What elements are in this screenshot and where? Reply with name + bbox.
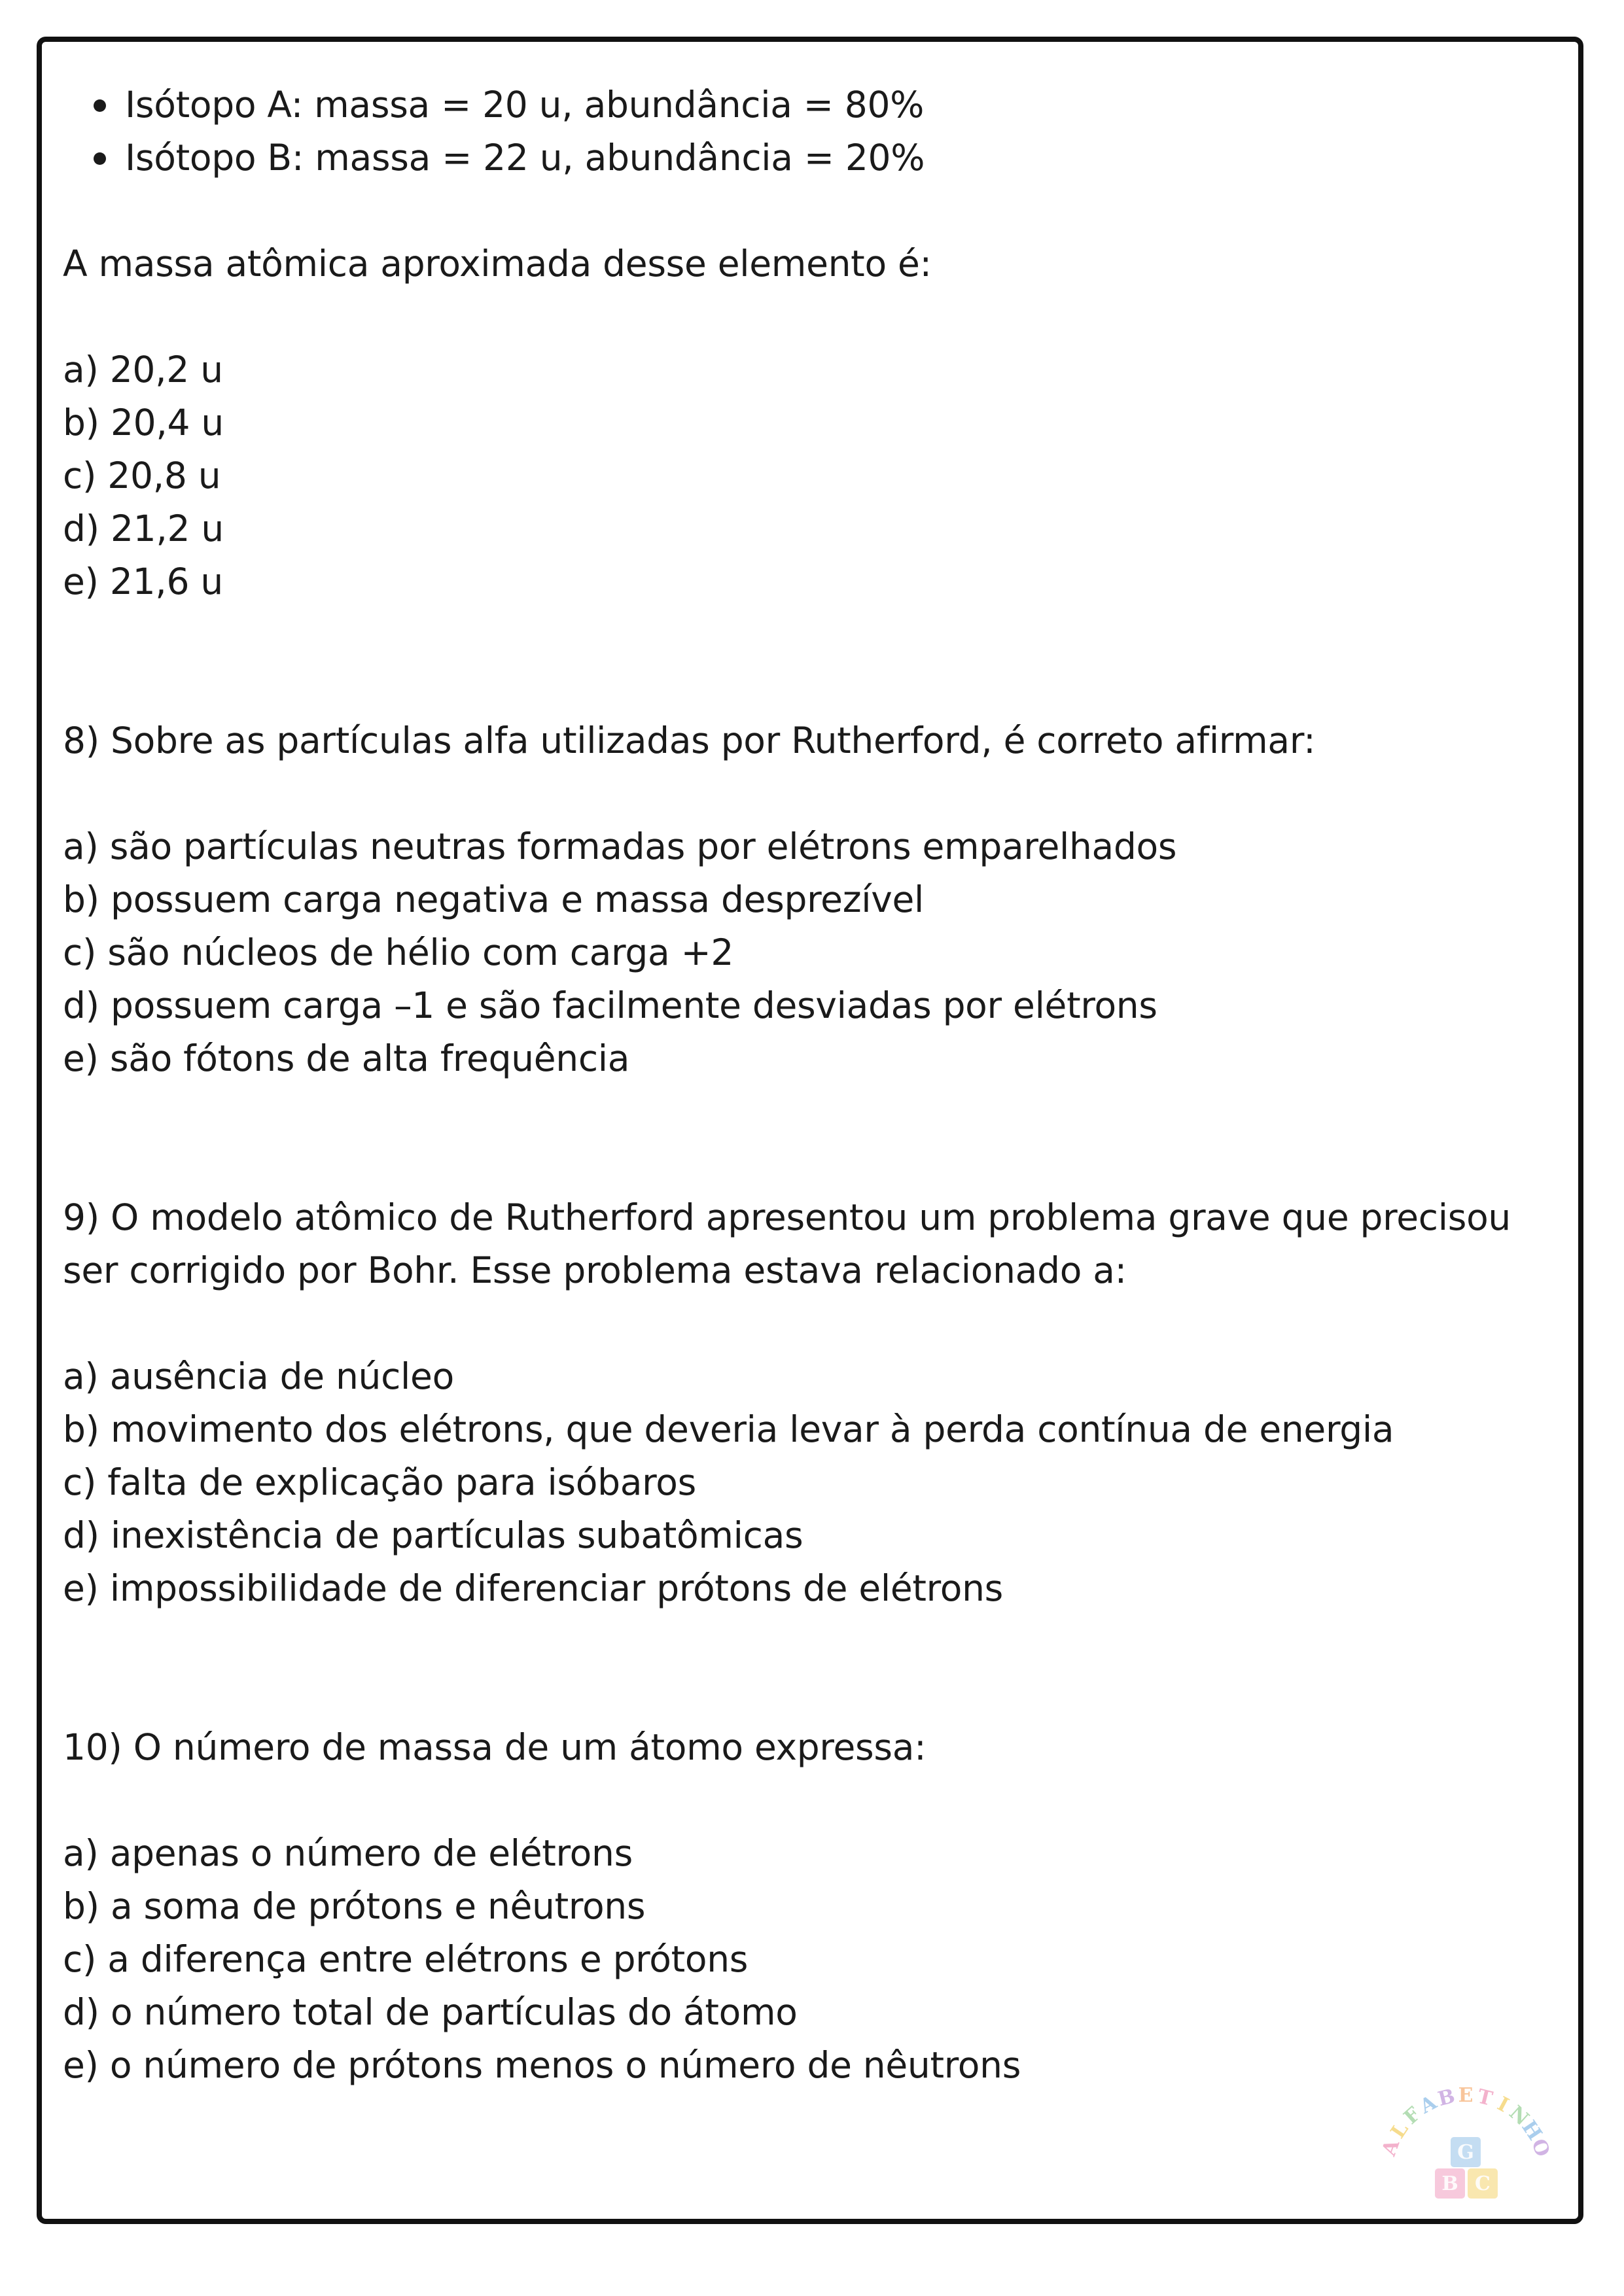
q10-option-c: c) a diferença entre elétrons e prótons [63,1938,749,1980]
svg-text:G: G [1457,2141,1474,2164]
logo-block [1451,2137,1481,2167]
q10-option-e: e) o número de prótons menos o número de nêutrons [63,2044,1021,2086]
q7-option-e: e) 21,6 u [63,561,223,602]
logo-blocks [1435,2137,1498,2199]
logo-letter: I [1493,2092,1513,2117]
svg-text:C: C [1475,2172,1491,2195]
logo-letter: T [1475,2085,1495,2111]
logo-block [1435,2168,1465,2199]
logo-letter: F [1400,2102,1426,2129]
q9-option-a: a) ausência de núcleo [63,1355,454,1397]
logo-letter: L [1386,2118,1413,2143]
worksheet-content [63,78,1548,2092]
q7-option-a: a) 20,2 u [63,349,223,391]
q9-option-e: e) impossibilidade de diferenciar prótons de elétrons [63,1567,1004,1609]
q9-option-c: c) falta de explicação para isóbaros [63,1461,696,1503]
q8-option-e: e) são fótons de alta frequência [63,1037,630,1079]
logo-letter: N [1504,2101,1534,2131]
logo-letter: B [1436,2085,1458,2112]
q7-option-b: b) 20,4 u [63,402,224,444]
alfabetinho-logo [1358,2077,1574,2208]
q10-option-a: a) apenas o número de elétrons [63,1832,633,1874]
isotope-list [63,78,1548,184]
logo-letter: H [1517,2116,1547,2145]
question-10-stem: 10) O número de massa de um átomo expressa: [63,1726,927,1768]
question-7-stem: A massa atômica aproximada desse elemento é: [63,243,932,285]
logo-letter: E [1458,2084,1474,2107]
q9-option-d: d) inexistência de partículas subatômicas [63,1514,803,1556]
logo-letter: A [1377,2136,1405,2159]
q8-option-a: a) são partículas neutras formadas por elétrons emparelhados [63,826,1177,867]
logo-letter: A [1416,2091,1441,2119]
q8-option-c: c) são núcleos de hélio com carga +2 [63,931,734,973]
q10-option-d: d) o número total de partículas do átomo [63,1991,798,2033]
isotope-b: Isótopo B: massa = 22 u, abundância = 20% [125,131,1548,184]
isotope-a: Isótopo A: massa = 20 u, abundância = 80% [125,78,1548,131]
question-8-stem: 8) Sobre as partículas alfa utilizadas por Rutherford, é correto afirmar: [63,720,1316,761]
q7-option-c: c) 20,8 u [63,455,221,496]
svg-text:B: B [1441,2172,1458,2195]
question-9-stem-line-1: 9) O modelo atômico de Rutherford apresentou um problema grave que precisou [63,1196,1511,1238]
logo-block [1468,2168,1498,2199]
q7-option-d: d) 21,2 u [63,508,224,549]
q10-option-b: b) a soma de prótons e nêutrons [63,1885,646,1927]
question-9-stem-line-2: ser corrigido por Bohr. Esse problema estava relacionado a: [63,1249,1127,1291]
q9-option-b: b) movimento dos elétrons, que deveria levar à perda contínua de energia [63,1408,1394,1450]
q8-option-d: d) possuem carga –1 e são facilmente desviadas por elétrons [63,984,1157,1026]
q8-option-b: b) possuem carga negativa e massa desprezível [63,878,925,920]
logo-letter: O [1527,2136,1555,2160]
